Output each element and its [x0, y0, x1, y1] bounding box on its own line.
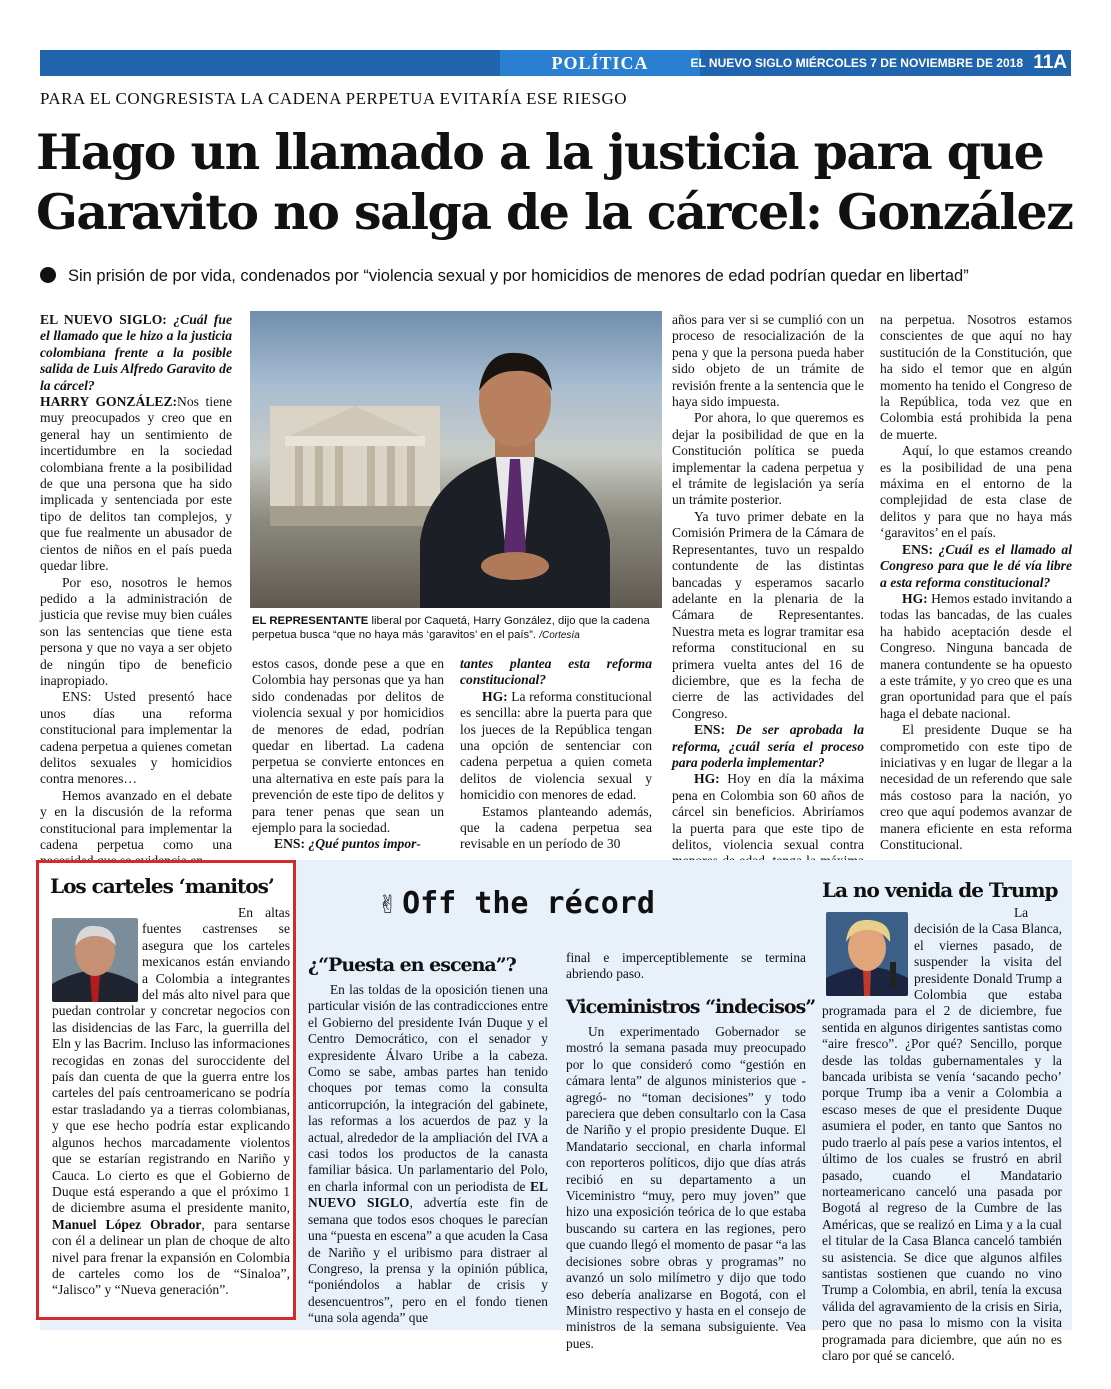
off-record-title-text: Off the récord — [402, 886, 655, 921]
paragraph: El presidente Duque se ha comprometido con este tipo de iniciativas y en lugar de llegar a la necesidad de un referendo que sale más costoso para la nación, yo creo que aquí podemos avanzar de manera eficiente en esta reforma Constitucional. — [880, 722, 1072, 852]
paragraph: años para ver si se cumplió con un proceso de resocialización de la pena y que la persona pueda haber sido objeto de un trámite de revisión frente a la sentencia que le haya sido impuesta. — [672, 312, 864, 410]
carteles-text — [52, 905, 290, 1299]
question: tantes plantea esta reforma constitucional? — [460, 656, 652, 688]
q-label: ENS: — [902, 541, 933, 557]
question: ¿Cuál es el llamado al Congreso para que le dé vía libre a esta reforma constitucional? — [880, 541, 1072, 590]
trump-text — [822, 905, 1062, 1364]
headline-line-2: Garavito no salga de la cárcel: González — [36, 183, 1073, 241]
kicker: PARA EL CONGRESISTA LA CADENA PERPETUA EVITARÍA ESE RIESGO — [40, 89, 628, 108]
puesta-end — [566, 950, 806, 983]
paragraph: Ya tuvo primer debate en la Comisión Primera de la Cámara de Representantes, tuvo un respaldo contundente de las distintas bancadas y esperamos sacarlo adelante en la plenaria de la Cámara de Representantes. Nuestra meta es lograr tramitar esa reforma constitucional en su primera vuelta antes del 16 de diciembre, que es la fecha de cierre de las actividades del Congreso. — [672, 508, 864, 721]
caption-text: liberal por Caquetá, Harry González, dijo que la cadena perpetua busca “que no haya más ‘garavitos’ en el país”. — [252, 615, 650, 641]
trump-body: La decisión de la Casa Blanca, el viernes pasado, de suspender la visita del presidente Donald Trump a Colombia que estaba programada para el 2 de diciembre, fue sentida en algunos dirigentes santistas como “aire fresco”. ¿Por qué? Sencillo, porque desde las toldas gubernamentales y la bancada uribista se venía ‘sacando pecho’ porque Trump iba a venir a Colombia a escaso meses de que el presidente Duque asumiera el poder, en tanto que Santos no pudo traerlo al país pese a varios intentos, el último de los cuales se frustró en abril pasado, cuando el Mandatario norteamericano canceló una pasada por Bogotá al regreso de la Cumbre de las Américas, que se realizó en Lima y a la cual el titular de la Casa Blanca canceló también su asistencia. Se dice que algunos alfiles santistas sostienen que cuando no vino Trump a Colombia, en abril, tenía la excusa válida del agravamiento de la crisis en Siria, pero que no pasa lo mismo con la visita programada para diciembre, que aún no es claro por qué se canceló. — [822, 905, 1062, 1363]
photo-credit: /Cortesía — [539, 630, 580, 641]
a-label: HARRY GONZÁLEZ: — [40, 394, 178, 410]
person-image — [400, 341, 630, 608]
article-col-1 — [40, 312, 232, 870]
paragraph: ENS: Usted presentó hace unos días una reforma constitucional para implementar la cadena perpetua a quienes cometan delitos sexuales y homicidios contra menores… — [40, 689, 232, 787]
question: ¿Qué puntos impor- — [308, 836, 421, 852]
answer: Hemos estado invitando a todas las bancadas, de las cuales ha habido aceptación desde el Congreso. Ninguna bancada de manera contundente se ha opuesto a este trámite, y yo creo que es una gran oportunidad para que el país haga el debate nacional. — [880, 590, 1072, 721]
question: ¿Cuál fue el llamado que le hizo a la justicia colombiana frente a la posible salida de Luis Alfredo Garavito de la cárcel? — [40, 312, 232, 393]
paragraph: na perpetua. Nosotros estamos conscientes de que aquí no hay sustitución de la Constitución, que ha sido el temor que en algún momento ha tenido el Congreso de la República, toda vez que en Colombia está prohibida la pena de muerte. — [880, 312, 1072, 442]
puesta-p2: , advertía este fin de semana que todos esos choques le parecían una “puesta en escena” a que acuden la Casa de Nariño y el uribismo para distraer al Congreso, la prensa y la opinión pública, “poniéndolos a hablar de crisis y desencuentros”, pero en el fondo tienen “una sola agenda” que — [308, 1195, 548, 1326]
carteles-title: Los carteles ‘manitos’ — [50, 874, 274, 898]
carteles-rest: , para sentarse con él a delinear un plan de choque de alto nivel para frenar la expansión en Colombia de carteles como los de “Sinaloa”, “Jalisco” y “Nueva generación”. — [52, 1216, 291, 1298]
question: De ser aprobada la reforma, ¿cuál sería el proceso para poderla implementar? — [672, 722, 864, 770]
page-number: 11A — [1033, 52, 1067, 73]
trump-title: La no venida de Trump — [822, 878, 1058, 902]
paragraph: Por ahora, lo que queremos es dejar la posibilidad de que en la Constitución política se pueda implementar la cadena perpetua y el trámite de legislación ya sería un trámite posterior. — [672, 410, 864, 508]
carteles-name: Manuel López Obrador — [52, 1216, 202, 1232]
headline — [36, 122, 1076, 242]
headline-line-1: Hago un llamado a la justicia para que — [36, 123, 1044, 181]
carteles-intro: En altas fuentes castrenses se asegura que los carteles mexicanos están enviando a Colombia a integrantes del más alto nivel para que puedan controlar y concretar negocios con las disidencias de las Farc, la guerrilla del Eln y las Bacrim. Incluso las informaciones recogidas en zonas del suroccidente del país dan cuenta de que la guerra entre los carteles del país centroamericano se podría estar trasladando ya a tierras colombianas, y que ese hecho podría estar explicando algunos hechos marcadamente violentos que se estarían registrando en Nariño y Cauca. Lo cierto es que el Gobierno de Duque está esperando a que el próximo 1 de diciembre asuma el presidente manito, — [52, 905, 290, 1216]
a-label: HG: — [694, 771, 720, 787]
caption-label: EL REPRESENTANTE — [252, 615, 369, 627]
puesta-title: ¿“Puesta en escena”? — [308, 954, 516, 976]
paragraph: Aquí, lo que estamos creando es la posibilidad de una pena máxima en el entorno de la complejidad de esta clase de delitos y para que no haya más ‘garavitos’ en el país. — [880, 443, 1072, 541]
article-col-4 — [672, 312, 864, 886]
paragraph: estos casos, donde pese a que en Colombia hay personas que ya han sido condenadas por delitos de violencia sexual y por homicidios de menores de edad, podrían quedar en libertad. La cadena perpetua se convierte entonces en una alternativa en este país para la prevención de este tipo de delitos y para tener penas que sean un ejemplo para la sociedad. — [252, 656, 444, 836]
puesta-p1: En las toldas de la oposición tienen una particular visión de las contradicciones entre el Gobierno del presidente Iván Duque y el Centro Democrático, con el senador y expresidente Álvaro Uribe a la cabeza. Como se sabe, ambas partes han tenido choques por temas como la consulta anticorrupción, la integración del gabinete, las reformas a los acuerdos de paz y la actual, alrededor de la ampliación del IVA a casi todos los productos de la canasta familiar básica. Un parlamentario del Polo, en charla informal con un periodista de — [308, 982, 548, 1194]
victory-hand-icon: ✌ — [378, 886, 397, 921]
a-label: HG: — [902, 590, 928, 606]
subhead-text: Sin prisión de por vida, condenados por “violencia sexual y por homicidios de menores de edad podrían quedar en libertad” — [68, 267, 969, 285]
q-label: ENS: — [274, 836, 305, 852]
paragraph: Por eso, nosotros le hemos pedido a la administración de justicia que revise muy bien cuáles son las sentencias que tiene esta persona y que no vaya a ser objeto de ningún tipo de beneficio inapropiado. — [40, 574, 232, 688]
answer: Hoy en día la máxima pena en Colombia son 60 años de cárcel sin beneficios. Abriríamos la puerta para que este tipo de delitos, violencia sexual contra — [672, 771, 864, 852]
section-label: POLÍTICA — [500, 50, 700, 76]
masthead-date: EL NUEVO SIGLO MIÉRCOLES 7 DE NOVIEMBRE DE 2018 — [690, 56, 1023, 70]
subhead — [40, 267, 1080, 286]
photo-caption — [252, 614, 662, 643]
vice-text — [566, 1024, 806, 1352]
q-label: ENS: — [694, 722, 725, 738]
article-col-5 — [880, 312, 1072, 853]
puesta-continuation: final e imperceptiblemente se termina abriendo paso. — [566, 950, 806, 982]
article-col-2 — [252, 656, 444, 853]
off-record-title — [378, 886, 655, 921]
q-label: EL NUEVO SIGLO: — [40, 312, 167, 327]
vice-title: Viceministros “indecisos” — [566, 996, 816, 1018]
vice-body: Un experimentado Gobernador se mostró la semana pasada muy preocupado por lo que consideró como “gestión en cámara lenta” de algunos ministerios que -agregó- no “toman decisiones” y todo pareciera que deben consultarlo con la Casa de Nariño y el propio presidente Duque. El Mandatario seccional, en charla informal con reporteros políticos, dijo que días atrás recibió en su departamento a un Viceministro “muy, pero muy joven” que hizo una exposición teórica de lo que estaba buscando su cartera en las regiones, pero que cuando llegó el momento de pasar “a las decisiones sobre obras y programas” no avanzó un solo milímetro y dijo que todo eso debería analizarse en Bogotá, con el Ministro respectivo y hasta en el consejo de ministros de la semana subsiguiente. Vea pues. — [566, 1024, 806, 1351]
answer: Nos tiene muy preocupados y creo que en general hay un sentimiento de incertidumbre en la sociedad colombiana frente a la posibilidad de que una persona que ha sido implicada y sentenciada por este tipo de delitos tan complejos, y que fue realmente un abusador de cientos de niños en el país pueda quedar libre. — [40, 394, 232, 574]
article-photo — [250, 311, 662, 608]
paragraph: Estamos planteando además, que la cadena perpetua sea revisable en un período de 30 — [460, 803, 652, 852]
answer: La reforma constitucional es sencilla: abre la puerta para que los jueces de la República tengan una opción de sentenciar con cadena perpetua a quien cometa delitos de violencia sexual y homicidio con menores de edad. — [460, 688, 652, 803]
article-col-3 — [460, 656, 652, 853]
paper-name: EL NUEVO SIGLO — [308, 1178, 548, 1211]
a-label: HG: — [482, 688, 508, 704]
puesta-text — [308, 982, 548, 1327]
paragraph: Hemos avanzado en el debate y en la discusión de la reforma constitucional para implementar la cadena perpetua como una — [40, 787, 232, 852]
section-bar — [40, 50, 1071, 76]
bullet-icon — [40, 267, 56, 283]
